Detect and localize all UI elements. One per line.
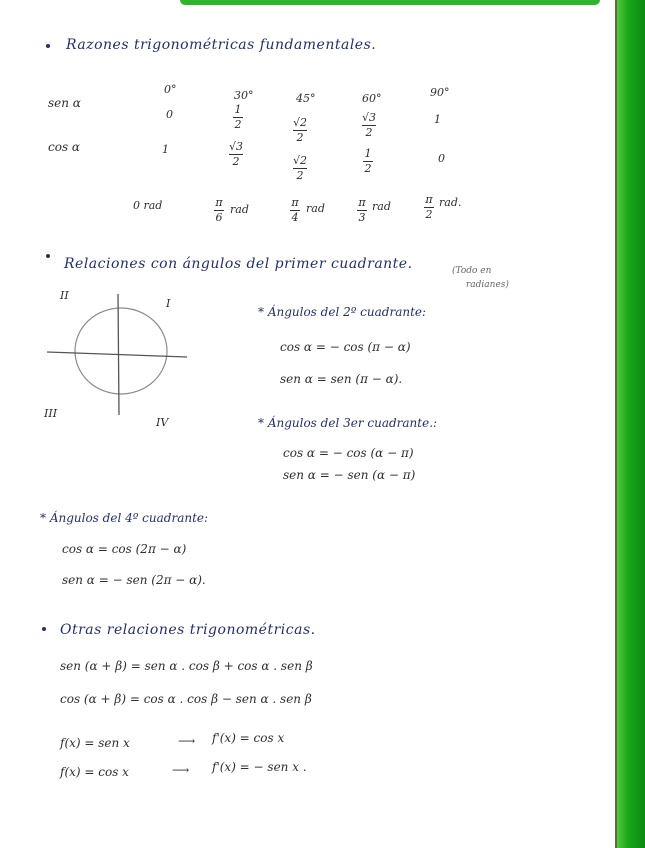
sen-90-value: 1 (434, 113, 441, 126)
row-label-sen: sen α (48, 96, 81, 110)
sen-45-num: √2 (293, 116, 308, 129)
rad-60-unit: rad (372, 200, 391, 213)
bullet-section3 (42, 627, 46, 631)
sum-formula-sen: sen (α + β) = sen α . cos β + cos α . sen β (60, 659, 313, 673)
derivative-sen-df: f'(x) = cos x (212, 731, 285, 745)
fourth-quadrant-sen: sen α = − sen (2π − α). (62, 573, 206, 587)
arrow-icon: ⟶ (178, 734, 196, 748)
cos-45-num: √2 (293, 154, 308, 167)
derivative-sen-f: f(x) = sen x (60, 736, 130, 750)
rad-60-num: π (358, 196, 366, 209)
angle-header-45: 45° (296, 92, 316, 105)
rad-90-den: 2 (425, 208, 433, 221)
sen-30-num: 1 (234, 103, 242, 116)
third-quadrant-sen: sen α = − sen (α − π) (283, 468, 416, 482)
sen-60-den: 2 (365, 126, 373, 139)
cos-60-num: 1 (364, 147, 372, 160)
x-axis-line (47, 352, 187, 357)
section2-title: Relaciones con ángulos del primer cuadrante. (64, 256, 413, 272)
quadrant-label-II: II (60, 289, 69, 302)
rad-30-unit: rad (230, 203, 249, 216)
second-quadrant-heading: * Ángulos del 2º cuadrante: (258, 305, 427, 319)
unit-circle (75, 308, 167, 394)
cos-45-den: 2 (296, 169, 304, 182)
sen-60-num: √3 (362, 111, 377, 124)
cos-0-value: 1 (162, 143, 169, 156)
section3-title: Otras relaciones trigonométricas. (60, 622, 316, 638)
second-quadrant-sen: sen α = sen (π − α). (280, 372, 403, 386)
quadrant-label-III: III (44, 407, 58, 420)
fourth-quadrant-heading: * Ángulos del 4º cuadrante: (40, 511, 209, 525)
sum-formula-cos: cos (α + β) = cos α . cos β − sen α . sen β (60, 692, 312, 706)
rad-30-num: π (215, 196, 223, 209)
rad-30-den: 6 (215, 211, 223, 224)
radians-note-line2: radianes) (466, 280, 509, 290)
radians-note-line1: (Todo en (452, 266, 492, 276)
y-axis-line (118, 294, 119, 415)
row-label-cos: cos α (48, 140, 81, 154)
arrow-icon: ⟶ (172, 763, 190, 777)
rad-45-num: π (291, 196, 299, 209)
rad-90-unit: rad. (439, 196, 462, 209)
rad-0-value: 0 rad (133, 199, 163, 212)
rad-60-den: 3 (358, 211, 366, 224)
rad-90-num: π (425, 193, 433, 206)
cos-60-den: 2 (364, 162, 372, 175)
cos-30-den: 2 (232, 155, 240, 168)
cos-90-value: 0 (438, 152, 445, 165)
third-quadrant-cos: cos α = − cos (α − π) (283, 446, 414, 460)
fourth-quadrant-cos: cos α = cos (2π − α) (62, 542, 187, 556)
section1-title: Razones trigonométricas fundamentales. (66, 37, 377, 53)
angle-header-90: 90° (430, 86, 450, 99)
angle-header-30: 30° (234, 89, 254, 102)
derivative-cos-df: f'(x) = − sen x . (212, 760, 307, 774)
rad-45-unit: rad (306, 202, 325, 215)
quadrant-label-IV: IV (156, 416, 169, 429)
sen-45-den: 2 (296, 131, 304, 144)
quadrant-label-I: I (166, 297, 171, 310)
angle-header-0: 0° (164, 83, 177, 96)
sen-30-den: 2 (234, 118, 242, 131)
second-quadrant-cos: cos α = − cos (π − α) (280, 340, 411, 354)
rad-45-den: 4 (291, 211, 299, 224)
derivative-cos-f: f(x) = cos x (60, 765, 129, 779)
angle-header-60: 60° (362, 92, 382, 105)
cos-30-num: √3 (229, 140, 244, 153)
sen-0-value: 0 (166, 108, 173, 121)
third-quadrant-heading: * Ángulos del 3er cuadrante.: (258, 416, 438, 430)
